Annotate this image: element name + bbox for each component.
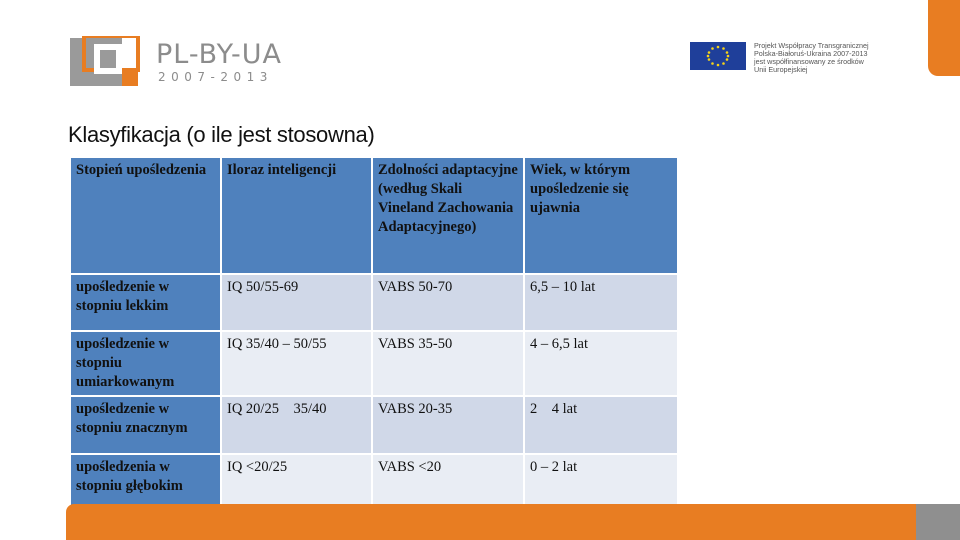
table-cell: 4 – 6,5 lat [524, 331, 678, 396]
table-cell: VABS 35-50 [372, 331, 524, 396]
logo-years: 2007-2013 [158, 70, 273, 84]
table-cell: VABS 50-70 [372, 274, 524, 331]
table-cell: IQ 50/55-69 [221, 274, 372, 331]
table-row [70, 331, 678, 396]
logo-title: PL-BY-UA [156, 39, 282, 70]
corner-accent-tab [928, 0, 960, 76]
program-logo [70, 36, 310, 92]
footer-accent-bar [66, 504, 916, 540]
footer-gray-block [916, 504, 960, 540]
table-row [70, 396, 678, 454]
column-header: Stopień upośledzenia [70, 157, 221, 274]
column-header: Iloraz inteligencji [221, 157, 372, 274]
eu-text-line: jest współfinansowany ze środków [754, 57, 864, 66]
table-cell: IQ 20/25 35/40 [221, 396, 372, 454]
eu-text-line: Polska-Białoruś-Ukraina 2007-2013 [754, 49, 868, 58]
eu-funding-notice [690, 42, 910, 76]
table-cell: upośledzenie w stopniu znacznym [70, 396, 221, 454]
table-cell: VABS 20-35 [372, 396, 524, 454]
classification-table [69, 156, 679, 512]
eu-text-line: Projekt Współpracy Transgranicznej [754, 41, 869, 50]
table-cell: upośledzenie w stopniu umiarkowanym [70, 331, 221, 396]
table-cell: upośledzenia w stopniu głębokim [70, 454, 221, 511]
logo-mark-icon [70, 36, 140, 88]
table-row [70, 274, 678, 331]
table-row [70, 454, 678, 511]
slide-title: Klasyfikacja (o ile jest stosowna) [68, 122, 375, 147]
eu-text-line: Unii Europejskiej [754, 65, 808, 74]
table-cell: IQ <20/25 [221, 454, 372, 511]
table-header-row [70, 157, 678, 274]
eu-flag-icon [690, 42, 746, 70]
table-cell: IQ 35/40 – 50/55 [221, 331, 372, 396]
column-header: Wiek, w którym upośledzenie się ujawnia [524, 157, 678, 274]
column-header: Zdolności adaptacyjne (według Skali Vineland Zachowania Adaptacyjnego) [372, 157, 524, 274]
table-cell: upośledzenie w stopniu lekkim [70, 274, 221, 331]
table-cell: 0 – 2 lat [524, 454, 678, 511]
eu-funding-text [754, 42, 914, 74]
table-cell: 2 4 lat [524, 396, 678, 454]
table-cell: VABS <20 [372, 454, 524, 511]
table-cell: 6,5 – 10 lat [524, 274, 678, 331]
